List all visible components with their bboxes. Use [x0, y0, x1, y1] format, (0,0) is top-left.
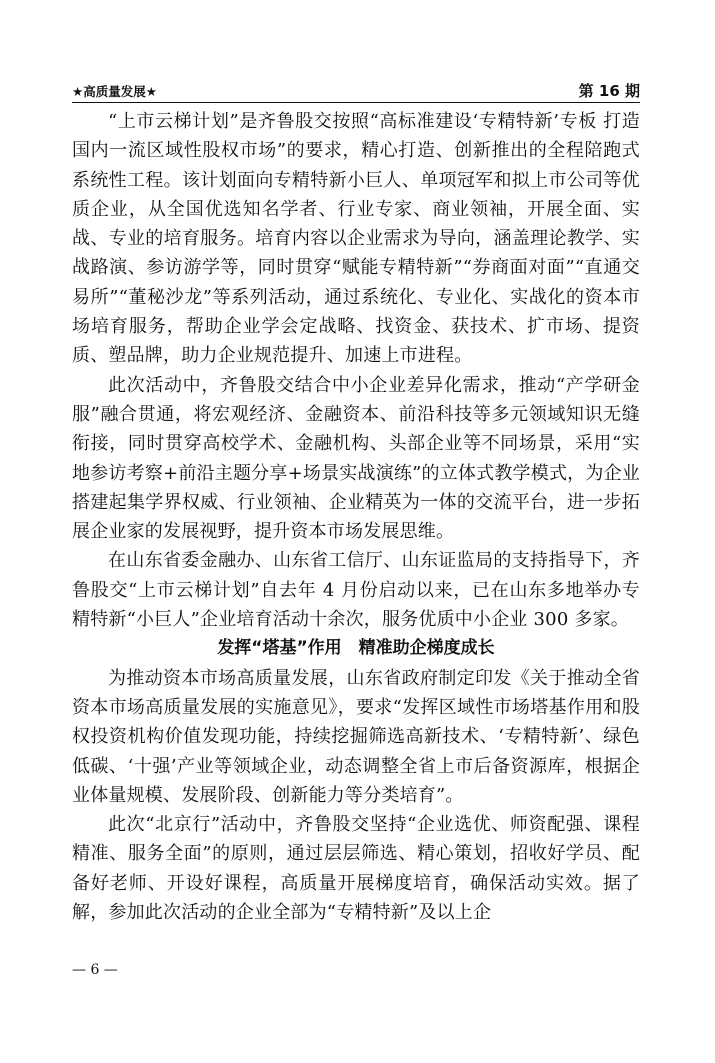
article-body [72, 107, 640, 927]
page-header [72, 80, 640, 102]
section-heading: 发挥“塔基”作用 精准助企梯度成长 [217, 638, 495, 659]
paragraph-1: “上市云梯计划”是齐鲁股交按照“高标准建设‘专精特新’专板 打造国内一流区域性股权市场”的要求，精心打造、创新推出的全程陪跑式系统性工程。该计划面向专精特新小巨人、单项冠军和拟上市公司等优质企业，从全国优选知名学者、行业专家、商业领袖，开展全面、实战、专业的培育服务。培育内容以企业需求为导向，涵盖理论教学、实战路演、参访游学等，同时贯穿“赋能专精特新”“券商面对面”“直通交易所”“董秘沙龙”等系列活动，通过系统化、专业化、实战化的资本市场培育服务，帮助企业学会定战略、找资金、获技术、扩市场、提资质、塑品牌，助力企业规范提升、加速上市进程。 [72, 111, 640, 367]
paragraph-5: 此次“北京行”活动中，齐鲁股交坚持“企业选优、师资配强、课程精准、服务全面”的原则，通过层层筛选、精心策划，招收好学员、配备好老师、开设好课程，高质量开展梯度培育，确保活动实效。据了解，参加此次活动的企业全部为“专精特新”及以上企 [72, 814, 640, 924]
header-section-title: ★高质量发展★ [72, 84, 157, 99]
header-issue-number: 第 16 期 [578, 82, 640, 100]
header-divider [72, 102, 640, 103]
paragraph-2: 此次活动中，齐鲁股交结合中小企业差异化需求，推动“产学研金服”融合贯通，将宏观经济、金融资本、前沿科技等多元领域知识无缝衔接，同时贯穿高校学术、金融机构、头部企业等不同场景，采用“实地参访考察+前沿主题分享+场景实战演练”的立体式教学模式，为企业搭建起集学界权威、行业领袖、企业精英为一体的交流平台，进一步拓展企业家的发展视野，提升资本市场发展思维。 [72, 374, 640, 543]
paragraph-4: 为推动资本市场高质量发展，山东省政府制定印发《关于推动全省资本市场高质量发展的实施意见》，要求“发挥区域性市场塔基作用和股权投资机构价值发现功能，持续挖掘筛选高新技术、‘专精特新’、绿色低碳、‘十强’产业等领域企业，动态调整全省上市后备资源库，根据企业体量规模、发展阶段、创新能力等分类培育”。 [72, 667, 640, 806]
paragraph-3: 在山东省委金融办、山东省工信厅、山东证监局的支持指导下，齐鲁股交“上市云梯计划”自去年 4 月份启动以来，已在山东多地举办专精特新“小巨人”企业培育活动十余次，服务优质中小企业 300 多家。 [72, 550, 640, 631]
page-number: — 6 — [72, 962, 118, 978]
